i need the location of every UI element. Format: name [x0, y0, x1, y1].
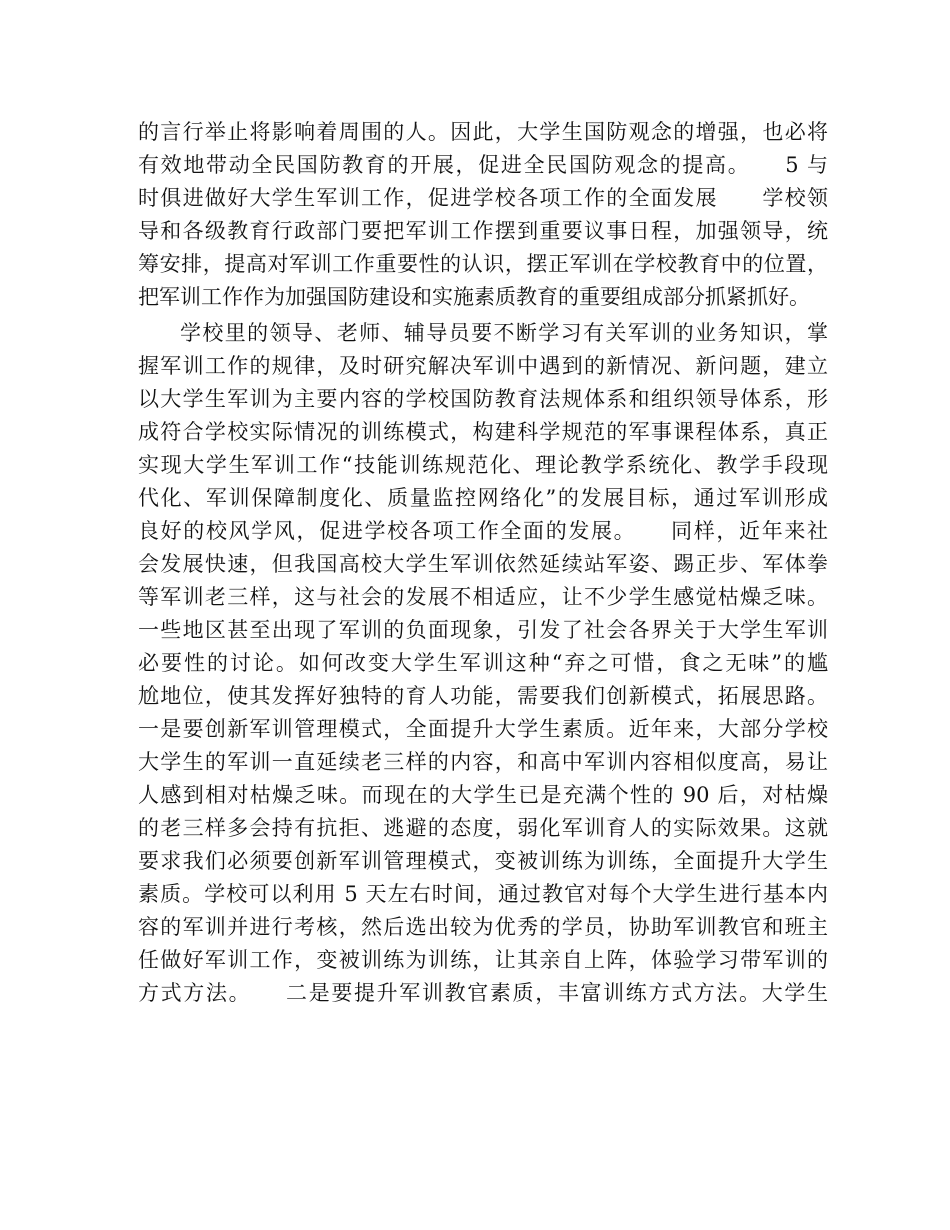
text-line: 容的军训并进行考核，然后选出较为优秀的学员，协助军训教官和班主 [138, 915, 828, 939]
text-line: 代化、军训保障制度化、质量监控网络化”的发展目标，通过军训形成 [138, 486, 828, 510]
text-line: 尬地位，使其发挥好独特的育人功能，需要我们创新模式，拓展思路。 [138, 684, 828, 708]
text-line: 以大学生军训为主要内容的学校国防教育法规体系和组织领导体系，形 [138, 387, 828, 411]
text-line: 等军训老三样，这与社会的发展不相适应，让不少学生感觉枯燥乏味。 [138, 585, 828, 609]
text-line: 的言行举止将影响着周围的人。因此，大学生国防观念的增强，也必将 [138, 120, 828, 144]
text-line: 有效地带动全民国防教育的开展，促进全民国防观念的提高。 5 与 [138, 153, 828, 177]
text-line: 一是要创新军训管理模式，全面提升大学生素质。近年来，大部分学校 [138, 717, 828, 741]
text-line: 的老三样多会持有抗拒、逃避的态度，弱化军训育人的实际效果。这就 [138, 816, 828, 840]
text-line: 学校里的领导、老师、辅导员要不断学习有关军训的业务知识，掌 [180, 321, 828, 345]
text-line: 实现大学生军训工作“技能训练规范化、理论教学系统化、教学手段现 [138, 453, 828, 477]
text-line: 筹安排，提高对军训工作重要性的认识，摆正军训在学校教育中的位置， [138, 252, 828, 276]
text-line: 必要性的讨论。如何改变大学生军训这种“弃之可惜，食之无味”的尴 [138, 651, 828, 675]
text-line: 素质。学校可以利用 5 天左右时间，通过教官对每个大学生进行基本内 [138, 882, 828, 906]
text-line: 时俱进做好大学生军训工作，促进学校各项工作的全面发展 学校领 [138, 186, 828, 210]
text-line: 大学生的军训一直延续老三样的内容，和高中军训内容相似度高，易让 [138, 750, 828, 774]
text-line: 握军训工作的规律，及时研究解决军训中遇到的新情况、新问题，建立 [138, 354, 828, 378]
text-line: 要求我们必须要创新军训管理模式，变被训练为训练，全面提升大学生 [138, 849, 828, 873]
text-line: 良好的校风学风，促进学校各项工作全面的发展。 同样，近年来社 [138, 519, 828, 543]
text-line: 会发展快速，但我国高校大学生军训依然延续站军姿、踢正步、军体拳 [138, 552, 828, 576]
text-line: 把军训工作作为加强国防建设和实施素质教育的重要组成部分抓紧抓好。 [138, 285, 810, 309]
text-line: 导和各级教育行政部门要把军训工作摆到重要议事日程，加强领导，统 [138, 219, 828, 243]
text-line: 人感到相对枯燥乏味。而现在的大学生已是充满个性的 90 后，对枯燥 [138, 783, 828, 807]
text-line: 成符合学校实际情况的训练模式，构建科学规范的军事课程体系，真正 [138, 420, 828, 444]
body-text [138, 116, 828, 1010]
text-line: 一些地区甚至出现了军训的负面现象，引发了社会各界关于大学生军训 [138, 618, 828, 642]
text-line: 任做好军训工作，变被训练为训练，让其亲自上阵，体验学习带军训的 [138, 948, 828, 972]
text-line: 方式方法。 二是要提升军训教官素质，丰富训练方式方法。大学生 [138, 981, 828, 1005]
